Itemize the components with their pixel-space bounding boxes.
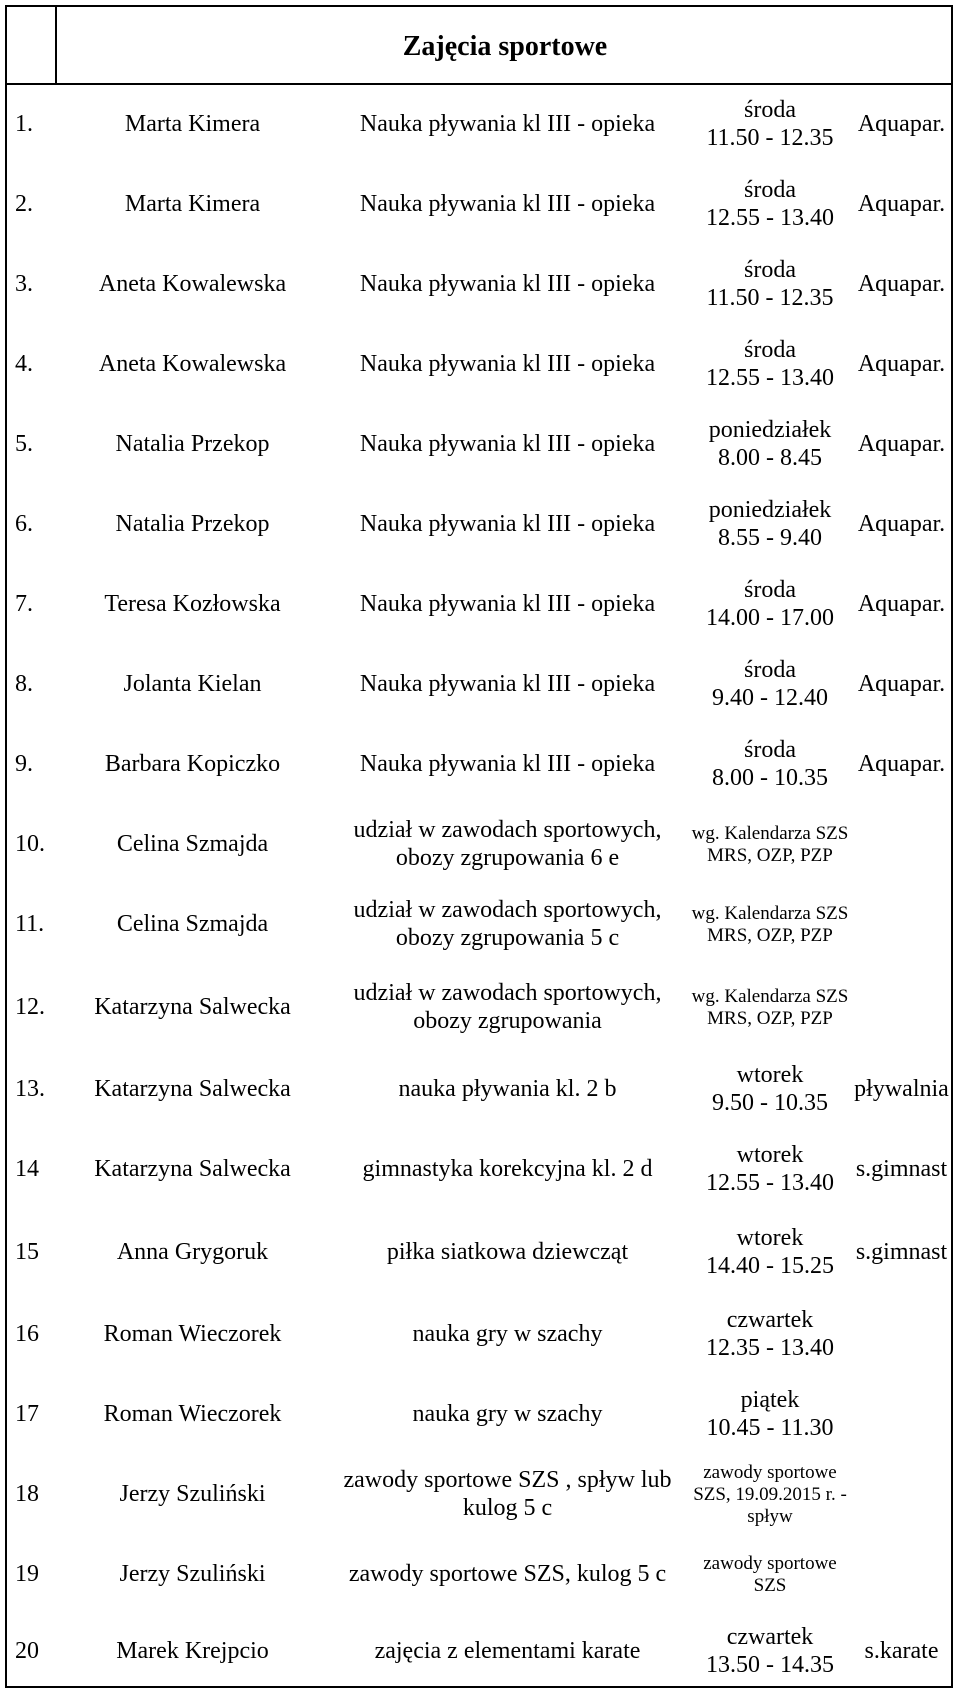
schedule-hours: 13.50 - 14.35 xyxy=(706,1651,834,1678)
location: Aquapar. xyxy=(857,191,946,218)
row-number: 16 xyxy=(15,1321,39,1348)
row-number: 17 xyxy=(15,1401,39,1428)
schedule-time xyxy=(685,1455,855,1535)
teacher-name: Marek Krejpcio xyxy=(116,1637,269,1664)
schedule-time xyxy=(685,485,855,565)
schedule-day: środa xyxy=(744,577,796,604)
schedule-hours: 11.50 - 12.35 xyxy=(706,125,834,151)
schedule-hours: 12.55 - 13.40 xyxy=(706,365,834,391)
row-number: 15 xyxy=(15,1238,39,1265)
schedule-time xyxy=(685,165,855,245)
teacher-name: Barbara Kopiczko xyxy=(104,751,281,778)
row-number: 10. xyxy=(15,831,45,858)
teacher-name: Teresa Kozłowska xyxy=(104,591,281,618)
schedule-day: poniedziałek xyxy=(708,417,832,444)
table-row xyxy=(5,1535,953,1615)
table-row xyxy=(5,405,953,485)
teacher-name: Natalia Przekop xyxy=(115,511,270,538)
schedule-day: czwartek xyxy=(726,1623,814,1650)
row-number: 8. xyxy=(15,671,33,698)
table-row xyxy=(5,165,953,245)
activity: udział w zawodach sportowych, obozy zgrupowania 5 c xyxy=(353,897,662,951)
schedule-time xyxy=(685,1535,855,1615)
activity: Nauka pływania kl III - opieka xyxy=(359,351,656,378)
schedule-day: wtorek xyxy=(736,1062,804,1089)
location: Aquapar. xyxy=(857,671,946,698)
schedule-hours: 9.40 - 12.40 xyxy=(712,685,828,711)
schedule-day: wg. Kalendarza SZS MRS, OZP, PZP xyxy=(691,823,849,866)
table-row xyxy=(5,725,953,805)
location xyxy=(850,1295,953,1375)
activity: gimnastyka korekcyjna kl. 2 d xyxy=(362,1156,653,1183)
schedule-hours: 9.50 - 10.35 xyxy=(712,1090,828,1116)
location: s.karate xyxy=(864,1637,939,1664)
schedule-day: czwartek xyxy=(726,1307,814,1334)
teacher-name: Marta Kimera xyxy=(124,111,261,138)
table-row xyxy=(5,1295,953,1375)
location: Aquapar. xyxy=(857,111,946,138)
schedule-hours: 10.45 - 11.30 xyxy=(706,1415,834,1441)
schedule-day: wtorek xyxy=(736,1224,804,1251)
table-row xyxy=(5,1050,953,1130)
location xyxy=(850,965,953,1050)
table-row xyxy=(5,325,953,405)
row-number: 9. xyxy=(15,751,33,778)
schedule-day: wg. Kalendarza SZS MRS, OZP, PZP xyxy=(691,985,849,1029)
teacher-name: Marta Kimera xyxy=(124,191,261,218)
activity: Nauka pływania kl III - opieka xyxy=(359,191,656,218)
activity: zajęcia z elementami karate xyxy=(374,1637,641,1664)
schedule-day: środa xyxy=(744,337,796,364)
teacher-name: Celina Szmajda xyxy=(116,911,269,938)
table-row xyxy=(5,1130,953,1210)
teacher-name: Anna Grygoruk xyxy=(116,1238,269,1265)
location: pływalnia xyxy=(854,1076,949,1103)
schedule-time xyxy=(685,645,855,725)
activity: zawody sportowe SZS , spływ lub kulog 5 c xyxy=(343,1467,672,1521)
teacher-name: Aneta Kowalewska xyxy=(98,271,287,298)
row-number: 11. xyxy=(15,911,45,938)
row-number: 12. xyxy=(15,993,45,1020)
schedule-time xyxy=(685,325,855,405)
location: Aquapar. xyxy=(857,351,946,378)
location: Aquapar. xyxy=(857,431,946,458)
schedule-time xyxy=(685,805,855,885)
location: Aquapar. xyxy=(857,511,946,538)
schedule-day: piątek xyxy=(740,1387,800,1414)
schedule-hours: 12.55 - 13.40 xyxy=(706,1170,834,1196)
table-row xyxy=(5,965,953,1050)
schedule-day: poniedziałek xyxy=(708,497,832,524)
table-row xyxy=(5,885,953,965)
schedule-hours: 8.00 - 10.35 xyxy=(712,765,828,791)
schedule-day: wg. Kalendarza SZS MRS, OZP, PZP xyxy=(691,903,849,946)
schedule-time xyxy=(685,885,855,965)
table-row xyxy=(5,245,953,325)
schedule-day: środa xyxy=(744,657,796,684)
row-number: 19 xyxy=(15,1561,39,1588)
row-number: 4. xyxy=(15,351,33,378)
teacher-name: Katarzyna Salwecka xyxy=(94,1076,291,1103)
teacher-name: Jerzy Szuliński xyxy=(119,1481,266,1508)
table-row xyxy=(5,485,953,565)
schedule-time xyxy=(685,85,855,165)
activity: zawody sportowe SZS, kulog 5 c xyxy=(348,1561,667,1588)
schedule-hours: 8.00 - 8.45 xyxy=(718,445,822,471)
table-row xyxy=(5,1210,953,1295)
table-row xyxy=(5,805,953,885)
schedule-time xyxy=(685,1130,855,1210)
teacher-name: Katarzyna Salwecka xyxy=(94,1156,291,1183)
row-number: 3. xyxy=(15,271,33,298)
row-number: 20 xyxy=(15,1637,39,1664)
schedule-time xyxy=(685,1375,855,1455)
activity: Nauka pływania kl III - opieka xyxy=(359,511,656,538)
row-number: 7. xyxy=(15,591,33,618)
teacher-name: Aneta Kowalewska xyxy=(98,351,287,378)
table-row xyxy=(5,1375,953,1455)
schedule-day: zawody sportowe SZS, 19.09.2015 r. - spływ xyxy=(693,1462,847,1527)
activity: Nauka pływania kl III - opieka xyxy=(359,431,656,458)
schedule-time xyxy=(685,245,855,325)
teacher-name: Roman Wieczorek xyxy=(103,1401,282,1428)
schedule-hours: 14.00 - 17.00 xyxy=(706,605,834,631)
activity: udział w zawodach sportowych, obozy zgrupowania xyxy=(353,979,662,1034)
schedule-time xyxy=(685,1295,855,1375)
schedule-time xyxy=(685,1050,855,1130)
activity: Nauka pływania kl III - opieka xyxy=(359,671,656,698)
schedule-hours: 12.35 - 13.40 xyxy=(706,1335,834,1361)
table-row xyxy=(5,645,953,725)
teacher-name: Katarzyna Salwecka xyxy=(94,993,291,1020)
activity: Nauka pływania kl III - opieka xyxy=(359,591,656,618)
row-number: 14 xyxy=(15,1156,39,1183)
activity: udział w zawodach sportowych, obozy zgrupowania 6 e xyxy=(353,817,662,871)
row-number: 18 xyxy=(15,1481,39,1508)
location xyxy=(850,805,953,885)
table-row xyxy=(5,1455,953,1535)
schedule-day: środa xyxy=(744,177,796,204)
schedule-day: zawody sportowe SZS xyxy=(703,1553,837,1596)
location: s.gimnast xyxy=(855,1156,948,1183)
activity: Nauka pływania kl III - opieka xyxy=(359,751,656,778)
activity: nauka pływania kl. 2 b xyxy=(398,1076,617,1103)
schedule-time xyxy=(685,1210,855,1295)
row-number: 6. xyxy=(15,511,33,538)
activity: piłka siatkowa dziewcząt xyxy=(386,1238,629,1265)
activity: nauka gry w szachy xyxy=(412,1321,603,1348)
schedule-time xyxy=(685,1615,855,1688)
table-row xyxy=(5,85,953,165)
schedule-time xyxy=(685,725,855,805)
row-number: 5. xyxy=(15,431,33,458)
location: Aquapar. xyxy=(857,751,946,778)
schedule-day: wtorek xyxy=(736,1142,804,1169)
schedule-hours: 8.55 - 9.40 xyxy=(718,525,822,551)
location xyxy=(850,1375,953,1455)
teacher-name: Jerzy Szuliński xyxy=(119,1561,266,1588)
location xyxy=(850,885,953,965)
location: Aquapar. xyxy=(857,591,946,618)
activity: Nauka pływania kl III - opieka xyxy=(359,111,656,138)
schedule-time xyxy=(685,565,855,645)
page-title: Zajęcia sportowe xyxy=(402,31,608,62)
schedule-day: środa xyxy=(744,257,796,284)
schedule-hours: 12.55 - 13.40 xyxy=(706,205,834,231)
teacher-name: Jolanta Kielan xyxy=(123,671,262,698)
schedule-time xyxy=(685,965,855,1050)
schedule-hours: 14.40 - 15.25 xyxy=(706,1252,834,1279)
activity: Nauka pływania kl III - opieka xyxy=(359,271,656,298)
location xyxy=(850,1455,953,1535)
location xyxy=(850,1535,953,1615)
teacher-name: Celina Szmajda xyxy=(116,831,269,858)
row-number: 2. xyxy=(15,191,33,218)
table-row xyxy=(5,565,953,645)
location: s.gimnast xyxy=(855,1238,948,1265)
row-number: 1. xyxy=(15,111,33,138)
teacher-name: Roman Wieczorek xyxy=(103,1321,282,1348)
schedule-hours: 11.50 - 12.35 xyxy=(706,285,834,311)
teacher-name: Natalia Przekop xyxy=(115,431,270,458)
schedule-time xyxy=(685,405,855,485)
table-row xyxy=(5,1615,953,1688)
activity: nauka gry w szachy xyxy=(412,1401,603,1428)
schedule-day: środa xyxy=(744,737,796,764)
row-number: 13. xyxy=(15,1076,45,1103)
location: Aquapar. xyxy=(857,271,946,298)
schedule-day: środa xyxy=(744,97,796,124)
